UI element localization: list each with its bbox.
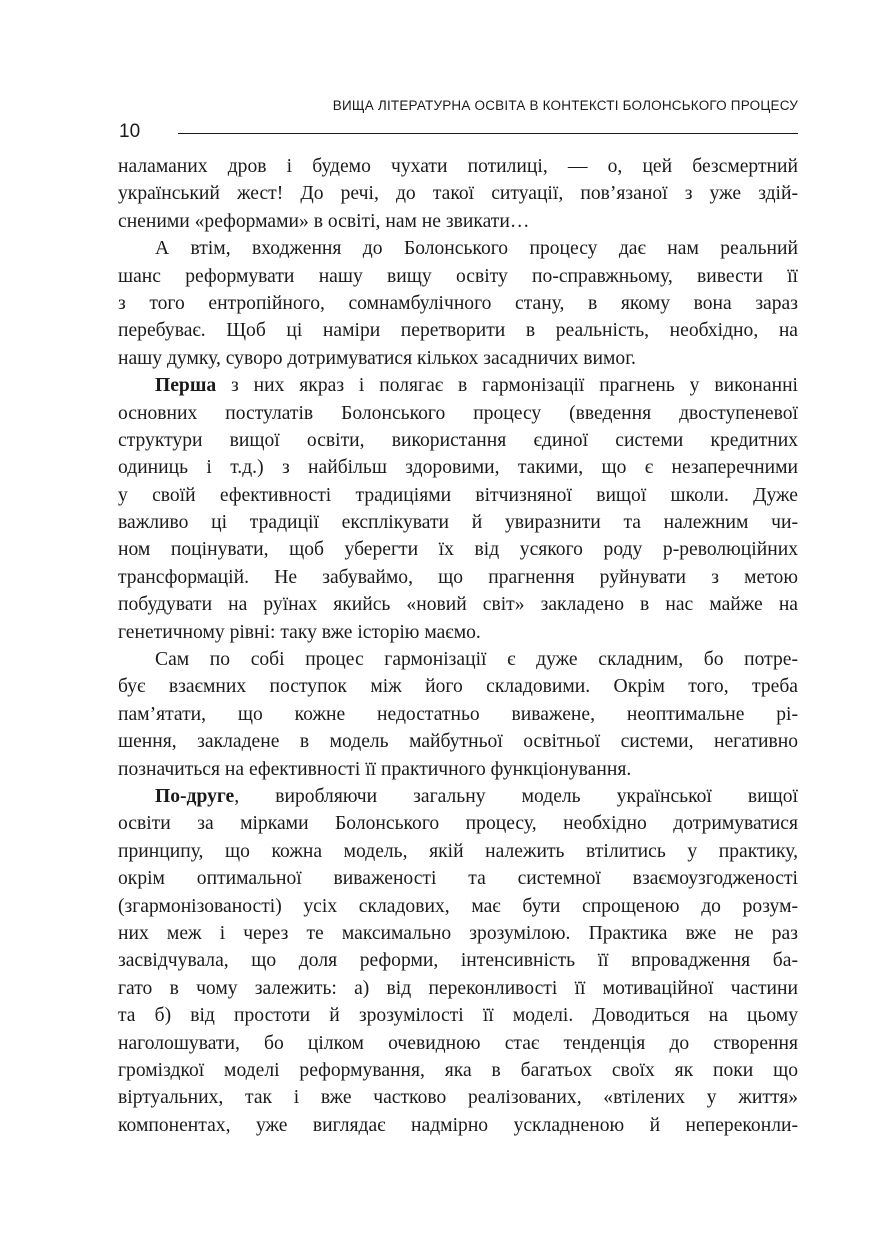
body-text — [118, 153, 798, 1139]
text-line: трансформацій. Не забуваймо, що прагнення руйнувати з метою — [118, 566, 798, 588]
running-head: ВИЩА ЛІТЕРАТУРНА ОСВІТА В КОНТЕКСТІ БОЛОНСЬКОГО ПРОЦЕСУ — [332, 98, 798, 113]
paragraph — [118, 153, 798, 235]
paragraph — [118, 646, 798, 783]
text-line: (згармонізованості) усіх складових, має бути спрощеною до розум- — [118, 895, 798, 917]
text-line: український жест! До речі, до такої ситуації, пов’язаної з уже здій- — [118, 183, 798, 205]
paragraph-lead: По-друге — [155, 785, 235, 807]
text-line: шення, закладене в модель майбутньої освітньої системи, негативно — [118, 731, 798, 753]
text-line: структури вищої освіти, використання єдиної системи кредитних — [118, 429, 798, 451]
text-line — [118, 372, 798, 399]
text-line: громіздкої моделі реформування, яка в багатьох своїх як поки що — [118, 1059, 798, 1081]
text-line: генетичному рівні: таку вже історію маємо. — [118, 621, 481, 643]
text-line: у своїй ефективності традиціями вітчизняної вищої школи. Дуже — [118, 484, 798, 506]
paragraph — [118, 372, 798, 646]
text-line: освіти за мірками Болонського процесу, необхідно дотримуватися — [118, 813, 798, 835]
text-line: засвідчувала, що доля реформи, інтенсивність її впровадження ба- — [118, 950, 798, 972]
text-line: ном поцінувати, щоб уберегти їх від усякого роду р-революційних — [118, 539, 798, 561]
paragraph — [118, 235, 798, 372]
text-line: окрім оптимальної виваженості та системної взаємоузгодженості — [118, 868, 798, 890]
text-line: пам’ятати, що кожне недостатньо виважене, неоптимальне рі- — [118, 703, 798, 725]
text-line: сненими «реформами» в освіті, нам не звикати… — [118, 210, 530, 232]
text-line: них меж і через те максимально зрозумілою. Практика вже не раз — [118, 922, 798, 944]
text-line: побудувати на руїнах якийсь «новий світ» закладено в нас майже на — [118, 594, 798, 616]
header-rule — [178, 133, 798, 134]
text-line: гато в чому залежить: а) від переконливості її мотиваційної частини — [118, 977, 798, 999]
text-fragment: з них якраз і полягає в гармонізації прагнень у виконанні — [216, 375, 798, 397]
text-line: одиниць і т.д.) з найбільш здоровими, такими, що є незаперечними — [118, 457, 798, 479]
page-number: 10 — [119, 121, 141, 142]
text-line: Сам по собі процес гармонізації є дуже складним, бо потре- — [155, 649, 798, 671]
text-line: А втім, входження до Болонського процесу дає нам реальний — [155, 238, 798, 260]
text-line: основних постулатів Болонського процесу (введення двоступеневої — [118, 402, 798, 424]
text-line: компонентах, уже виглядає надмірно ускладненою й непереконли- — [118, 1114, 798, 1136]
text-line — [118, 783, 798, 810]
text-line: перебуває. Щоб ці наміри перетворити в реальність, необхідно, на — [118, 320, 798, 342]
text-line: принципу, що кожна модель, якій належить втілитись у практику, — [118, 840, 798, 862]
text-line: важливо ці традиції експлікувати й увиразнити та належним чи- — [118, 512, 798, 534]
text-line: шанс реформувати нашу вищу освіту по-справжньому, вивести її — [118, 265, 798, 287]
text-line: віртуальних, так і вже частково реалізованих, «втілених у життя» — [118, 1087, 798, 1109]
paragraph — [118, 783, 798, 1139]
text-line: наламаних дров і будемо чухати потилиці, — о, цей безсмертний — [118, 156, 798, 177]
text-line: та б) від простоти й зрозумілості її моделі. Доводиться на цьому — [118, 1005, 798, 1027]
text-line: нашу думку, суворо дотримуватися кількох засадничих вимог. — [118, 347, 636, 369]
text-line: з того ентропійного, сомнамбулічного стану, в якому вона зараз — [118, 292, 798, 314]
text-line: позначиться на ефективності її практичного функціонування. — [118, 758, 632, 780]
text-fragment: , виробляючи загальну модель української вищої — [234, 785, 798, 807]
paragraph-lead: Перша — [155, 375, 217, 397]
text-line: наголошувати, бо цілком очевидною стає тенденція до створення — [118, 1032, 798, 1054]
text-line: бує взаємних поступок між його складовими. Окрім того, треба — [118, 676, 798, 698]
